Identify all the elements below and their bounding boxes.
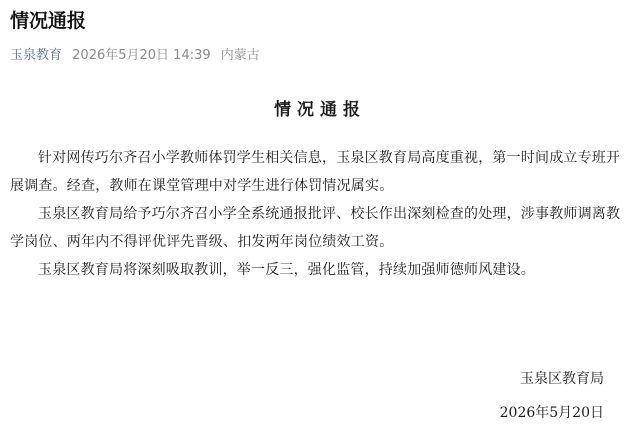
notice-paragraph: 玉泉区教育局给予巧尔齐召小学全系统通报批评、校长作出深刻检查的处理，涉事教师调离教学岗位、两年内不得评优评先晋级、扣发两年岗位绩效工资。 xyxy=(10,206,621,250)
notice-content xyxy=(10,96,630,284)
account-name-link[interactable]: 玉泉教育 xyxy=(10,48,63,63)
signature-date: 2026年5月20日 xyxy=(499,405,604,421)
notice-paragraph: 针对网传巧尔齐召小学教师体罚学生相关信息，玉泉区教育局高度重视，第一时间成立专班开展调查。经查，教师在课堂管理中对学生进行体罚情况属实。 xyxy=(10,150,621,194)
publish-datetime: 2026年5月20日 14:39 xyxy=(72,48,211,63)
article-meta xyxy=(10,46,266,66)
notice-paragraph: 玉泉区教育局将深刻吸取教训，举一反三，强化监管，持续加强师德师风建设。 xyxy=(38,262,535,278)
article-title: 情况通报 xyxy=(10,10,87,32)
signature-organization: 玉泉区教育局 xyxy=(520,371,604,387)
notice-signature xyxy=(500,362,604,430)
notice-heading: 情况通报 xyxy=(274,100,366,120)
publish-location: 内蒙古 xyxy=(220,48,260,63)
notice-body xyxy=(10,144,630,284)
